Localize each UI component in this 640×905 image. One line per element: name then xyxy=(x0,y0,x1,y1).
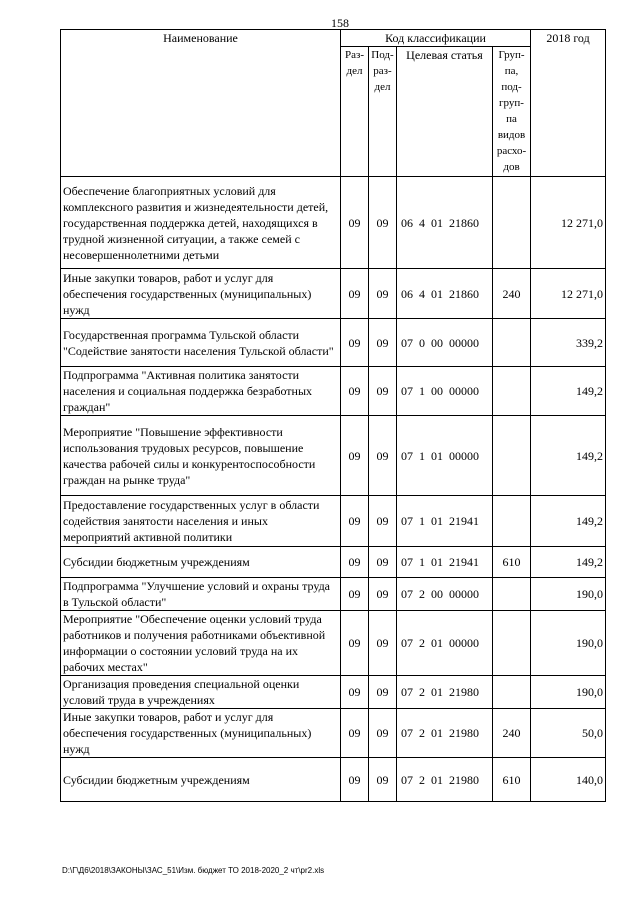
row-name: Обеспечение благоприятных условий для комплексного развития и жизнедеятельности детей, государственная поддержка детей, находящихся в трудной жизненной ситуации, а также семей с несовершеннолетними детьми xyxy=(61,177,341,269)
row-section: 09 xyxy=(341,319,369,367)
row-group xyxy=(493,676,531,709)
row-subsection: 09 xyxy=(369,709,397,758)
budget-table xyxy=(60,29,606,802)
row-name: Государственная программа Тульской области "Содействие занятости населения Тульской области" xyxy=(61,319,341,367)
table-row xyxy=(61,611,606,676)
row-subsection: 09 xyxy=(369,367,397,416)
row-group xyxy=(493,496,531,547)
table-row xyxy=(61,319,606,367)
table-row xyxy=(61,496,606,547)
row-amount: 149,2 xyxy=(531,496,606,547)
row-group xyxy=(493,416,531,496)
row-target: 06 4 01 21860 xyxy=(397,177,493,269)
row-section: 09 xyxy=(341,496,369,547)
row-group xyxy=(493,367,531,416)
row-target: 07 1 01 21941 xyxy=(397,496,493,547)
row-group: 240 xyxy=(493,709,531,758)
row-section: 09 xyxy=(341,758,369,802)
row-amount: 140,0 xyxy=(531,758,606,802)
row-subsection: 09 xyxy=(369,177,397,269)
row-amount: 149,2 xyxy=(531,547,606,578)
row-name: Предоставление государственных услуг в области содействия занятости населения и иных мероприятий активной политики xyxy=(61,496,341,547)
row-section: 09 xyxy=(341,709,369,758)
row-group xyxy=(493,177,531,269)
header-section: Раз- дел xyxy=(341,47,369,177)
row-name: Организация проведения специальной оценки условий труда в учреждениях xyxy=(61,676,341,709)
table-row xyxy=(61,269,606,319)
table-row xyxy=(61,578,606,611)
header-subsection: Под- раз- дел xyxy=(369,47,397,177)
row-amount: 190,0 xyxy=(531,676,606,709)
row-section: 09 xyxy=(341,676,369,709)
row-amount: 339,2 xyxy=(531,319,606,367)
row-section: 09 xyxy=(341,611,369,676)
row-group xyxy=(493,319,531,367)
row-amount: 190,0 xyxy=(531,611,606,676)
table-row xyxy=(61,416,606,496)
table-row xyxy=(61,709,606,758)
row-target: 07 1 01 21941 xyxy=(397,547,493,578)
table-row xyxy=(61,547,606,578)
row-subsection: 09 xyxy=(369,416,397,496)
row-group xyxy=(493,578,531,611)
row-amount: 190,0 xyxy=(531,578,606,611)
row-section: 09 xyxy=(341,416,369,496)
row-group xyxy=(493,611,531,676)
row-subsection: 09 xyxy=(369,496,397,547)
row-name: Подпрограмма "Улучшение условий и охраны труда в Тульской области" xyxy=(61,578,341,611)
row-subsection: 09 xyxy=(369,578,397,611)
row-target: 07 2 01 00000 xyxy=(397,611,493,676)
row-target: 07 2 00 00000 xyxy=(397,578,493,611)
row-target: 07 0 00 00000 xyxy=(397,319,493,367)
row-group: 610 xyxy=(493,547,531,578)
row-name: Субсидии бюджетным учреждениям xyxy=(61,547,341,578)
row-name: Иные закупки товаров, работ и услуг для обеспечения государственных (муниципальных) нужд xyxy=(61,269,341,319)
row-section: 09 xyxy=(341,367,369,416)
row-name: Субсидии бюджетным учреждениям xyxy=(61,758,341,802)
row-amount: 50,0 xyxy=(531,709,606,758)
row-section: 09 xyxy=(341,547,369,578)
row-subsection: 09 xyxy=(369,611,397,676)
row-section: 09 xyxy=(341,269,369,319)
row-target: 07 2 01 21980 xyxy=(397,709,493,758)
table-row xyxy=(61,758,606,802)
table-row xyxy=(61,367,606,416)
row-target: 07 2 01 21980 xyxy=(397,676,493,709)
row-subsection: 09 xyxy=(369,676,397,709)
row-subsection: 09 xyxy=(369,319,397,367)
row-group: 610 xyxy=(493,758,531,802)
row-amount: 149,2 xyxy=(531,367,606,416)
page-number: 158 xyxy=(331,16,349,30)
table-row xyxy=(61,676,606,709)
row-subsection: 09 xyxy=(369,547,397,578)
row-subsection: 09 xyxy=(369,269,397,319)
row-amount: 12 271,0 xyxy=(531,269,606,319)
row-name: Мероприятие "Обеспечение оценки условий труда работников и получения работниками объективной информации о состоянии условий труда на их рабочих местах" xyxy=(61,611,341,676)
header-group: Груп- па, под- груп- па видов расхо- дов xyxy=(493,47,531,177)
row-section: 09 xyxy=(341,578,369,611)
file-path-footer: D:\Г\Д6\2018\ЗАКОНЫ\ЗАС_51\Изм. бюджет ТО 2018-2020_2 чт\pr2.xls xyxy=(62,866,325,875)
header-target: Целевая статья xyxy=(397,47,493,177)
header-year: 2018 год xyxy=(531,30,606,177)
row-target: 07 2 01 21980 xyxy=(397,758,493,802)
row-amount: 149,2 xyxy=(531,416,606,496)
row-amount: 12 271,0 xyxy=(531,177,606,269)
row-name: Мероприятие "Повышение эффективности использования трудовых ресурсов, повышение качества рабочей силы и конкурентоспособности граждан на рынке труда" xyxy=(61,416,341,496)
row-target: 07 1 01 00000 xyxy=(397,416,493,496)
header-code-group: Код классификации xyxy=(341,30,531,47)
table-row xyxy=(61,177,606,269)
row-target: 07 1 00 00000 xyxy=(397,367,493,416)
row-name: Иные закупки товаров, работ и услуг для обеспечения государственных (муниципальных) нужд xyxy=(61,709,341,758)
row-name: Подпрограмма "Активная политика занятости населения и социальная поддержка безработных граждан" xyxy=(61,367,341,416)
row-subsection: 09 xyxy=(369,758,397,802)
row-section: 09 xyxy=(341,177,369,269)
row-target: 06 4 01 21860 xyxy=(397,269,493,319)
row-group: 240 xyxy=(493,269,531,319)
header-name: Наименование xyxy=(61,30,341,177)
